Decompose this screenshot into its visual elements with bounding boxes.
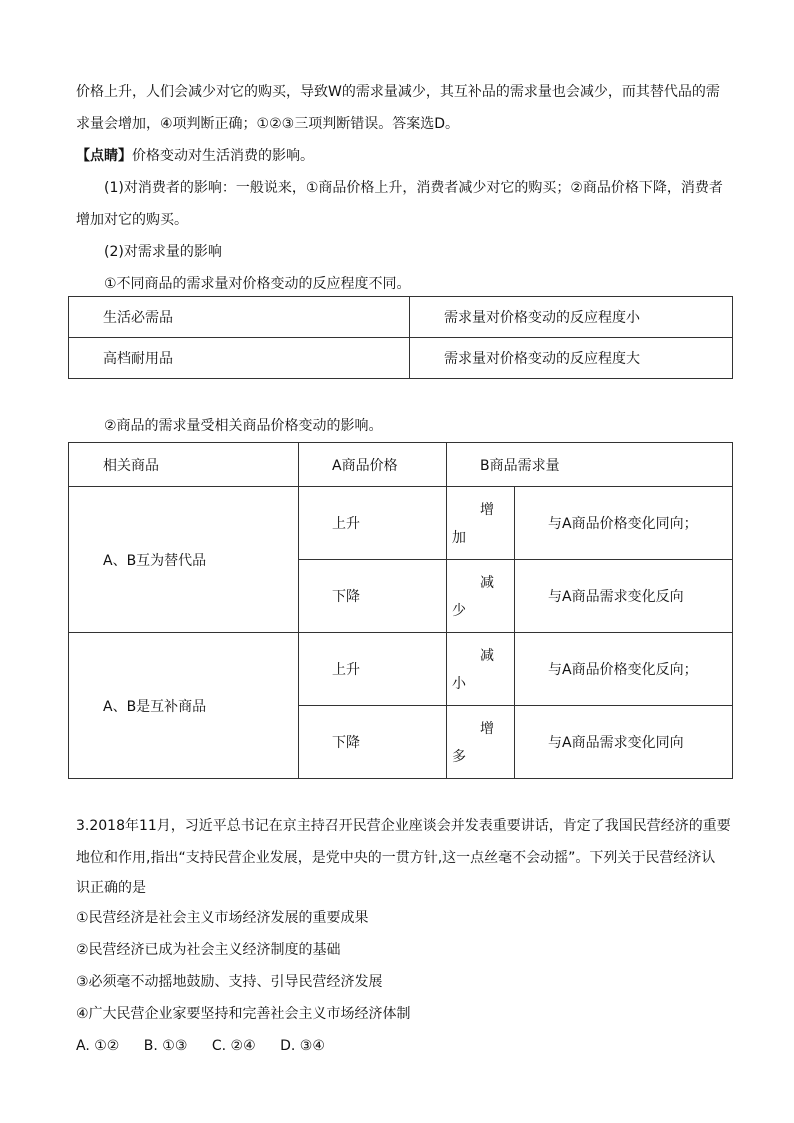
table-header-cell: 相关商品 bbox=[69, 443, 299, 487]
table-cell bbox=[447, 487, 515, 560]
answer-options bbox=[76, 1036, 736, 1056]
table-cell: 下降 bbox=[299, 706, 447, 779]
table-cell bbox=[447, 560, 515, 633]
table-cell: 与A商品价格变化同向； bbox=[515, 487, 733, 560]
table-related-goods bbox=[68, 442, 733, 779]
paragraph-line: 求量会增加，④项判断正确；①②③三项判断错误。答案选D。 bbox=[76, 116, 459, 132]
answer-option: C. ②④ bbox=[211, 1038, 256, 1054]
paragraph-line: 增加对它的购买。 bbox=[76, 212, 188, 228]
key-point-text: 价格变动对生活消费的影响。 bbox=[132, 148, 314, 164]
vertical-char: 减 bbox=[480, 648, 494, 664]
table-cell: 与A商品需求变化同向 bbox=[515, 706, 733, 779]
table-demand-response bbox=[68, 296, 733, 379]
table-cell: 需求量对价格变动的反应程度小 bbox=[410, 297, 733, 338]
table-group-label: A、B互为替代品 bbox=[69, 487, 299, 633]
key-point-label: 【点睛】 bbox=[76, 148, 132, 164]
question-stem-line: 3.2018年11月，习近平总书记在京主持召开民营企业座谈会并发表重要讲话，肯定了我国民营经济的重要 bbox=[76, 818, 731, 834]
table-group-label: A、B是互补商品 bbox=[69, 633, 299, 779]
answer-option: D. ③④ bbox=[280, 1038, 325, 1054]
vertical-char: 减 bbox=[480, 575, 494, 591]
question-stem-line: 识正确的是 bbox=[76, 880, 146, 896]
table-cell: 上升 bbox=[299, 633, 447, 706]
table-header-cell: A商品价格 bbox=[299, 443, 447, 487]
paragraph-line: 价格上升，人们会减少对它的购买，导致W的需求量减少，其互补品的需求量也会减少，而其替代品的需 bbox=[76, 84, 720, 100]
answer-option: B. ①③ bbox=[143, 1038, 188, 1054]
table-row bbox=[69, 487, 733, 560]
table-cell: 需求量对价格变动的反应程度大 bbox=[410, 338, 733, 379]
table-cell: 生活必需品 bbox=[69, 297, 410, 338]
table-cell: 下降 bbox=[299, 560, 447, 633]
table-header-cell: B商品需求量 bbox=[447, 443, 733, 487]
question-statement: ③必须毫不动摇地鼓励、支持、引导民营经济发展 bbox=[76, 974, 383, 990]
key-point-line bbox=[76, 146, 736, 166]
question-stem-line: 地位和作用,指出“支持民营企业发展，是党中央的一贯方针,这一点丝毫不会动摇”。下列关于民营经济认 bbox=[76, 850, 716, 866]
table-cell: 高档耐用品 bbox=[69, 338, 410, 379]
question-statement: ②民营经济已成为社会主义经济制度的基础 bbox=[76, 942, 341, 958]
paragraph-line: (2)对需求量的影响 bbox=[104, 244, 222, 260]
table-header-row bbox=[69, 443, 733, 487]
table-row bbox=[69, 297, 733, 338]
vertical-char: 加 bbox=[452, 530, 466, 546]
answer-option: A. ①② bbox=[76, 1038, 120, 1054]
table-cell: 与A商品价格变化反向； bbox=[515, 633, 733, 706]
table-row bbox=[69, 633, 733, 706]
table-cell bbox=[447, 633, 515, 706]
table-row bbox=[69, 338, 733, 379]
vertical-char: 少 bbox=[452, 603, 466, 619]
question-statement: ①民营经济是社会主义市场经济发展的重要成果 bbox=[76, 910, 369, 926]
paragraph-line: ②商品的需求量受相关商品价格变动的影响。 bbox=[104, 418, 383, 434]
vertical-char: 多 bbox=[452, 749, 466, 765]
question-statement: ④广大民营企业家要坚持和完善社会主义市场经济体制 bbox=[76, 1006, 411, 1022]
table-cell: 上升 bbox=[299, 487, 447, 560]
table-cell: 与A商品需求变化反向 bbox=[515, 560, 733, 633]
vertical-char: 小 bbox=[452, 676, 466, 692]
paragraph-line: (1)对消费者的影响：一般说来，①商品价格上升，消费者减少对它的购买；②商品价格下降，消费者 bbox=[104, 180, 723, 196]
paragraph-line: ①不同商品的需求量对价格变动的反应程度不同。 bbox=[104, 276, 411, 292]
vertical-char: 增 bbox=[480, 721, 494, 737]
vertical-char: 增 bbox=[480, 502, 494, 518]
table-cell bbox=[447, 706, 515, 779]
